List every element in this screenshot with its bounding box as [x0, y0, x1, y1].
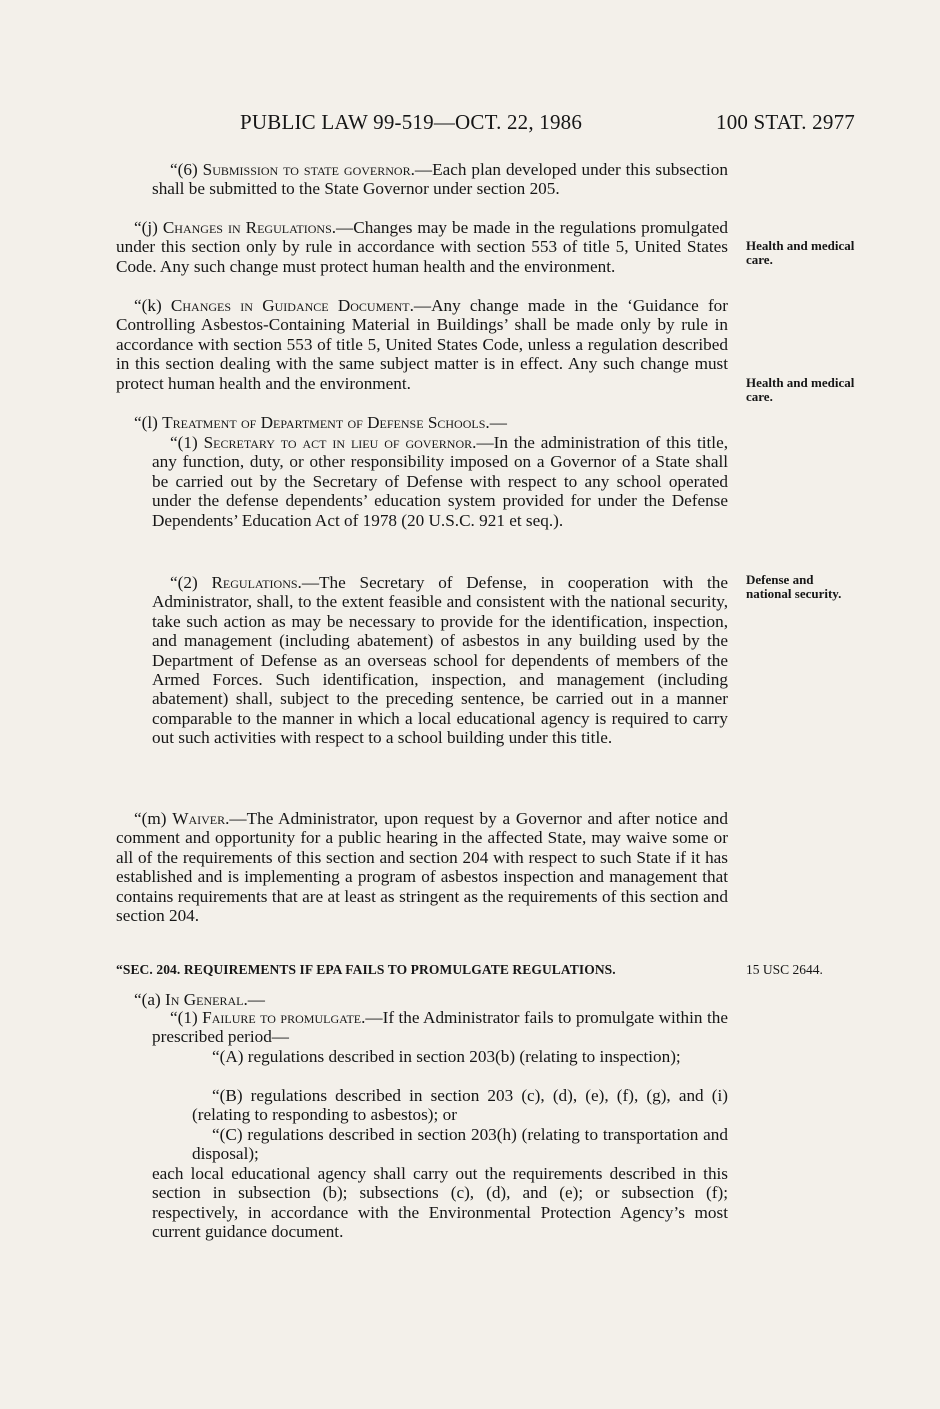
- para-text: —Any change made in the ‘Guidance for Controlling Asbestos-Containing Material in Buildings’ shall be made only by rule in accordance with section 553 of title 5, United States Code, unless a regulation described in this section dealing with the same subject matter is in effect. Any such change must protect human health and the environment.: [116, 296, 728, 393]
- para-lead: “(k): [134, 296, 171, 315]
- paragraph-6: [152, 160, 728, 199]
- para-heading: Treatment of Department of Defense Schools.: [162, 413, 490, 432]
- para-heading: Failure to promulgate.: [202, 1008, 366, 1027]
- margin-note-usc: 15 USC 2644.: [746, 962, 823, 977]
- paragraph-m: [116, 809, 728, 925]
- para-lead: “(j): [134, 218, 163, 237]
- paragraph-l: [116, 413, 728, 432]
- paragraph-closing: each local educational agency shall carry out the requirements described in this section in subsection (b); subsections (c), (d), and (e); or subsection (f); respectively, in accordance with the Environmental Protection Agency’s most current guidance document.: [152, 1164, 728, 1242]
- paragraph-k: [116, 296, 728, 393]
- section-heading: “SEC. 204. REQUIREMENTS IF EPA FAILS TO PROMULGATE REGULATIONS.: [116, 962, 616, 977]
- para-lead: “(6): [170, 160, 203, 179]
- paragraph-C: “(C) regulations described in section 203(h) (relating to transportation and disposal);: [192, 1125, 728, 1164]
- paragraph-l-1: [152, 433, 728, 530]
- para-heading: Changes in Regulations.: [162, 218, 337, 237]
- paragraph-l-2: [152, 573, 728, 748]
- para-lead: “(1): [170, 433, 204, 452]
- paragraph-a-1: [152, 1008, 728, 1047]
- para-lead: “(1): [170, 1008, 203, 1027]
- paragraph-A: “(A) regulations described in section 203(b) (relating to inspection);: [212, 1047, 681, 1066]
- para-text: —: [489, 413, 507, 432]
- margin-note-health-2: Health and medical care.: [746, 375, 855, 404]
- running-header-title: PUBLIC LAW 99-519—OCT. 22, 1986: [240, 110, 583, 134]
- paragraph-B: “(B) regulations described in section 203 (c), (d), (e), (f), (g), and (i) (relating to responding to asbestos); or: [192, 1086, 728, 1125]
- para-heading: Waiver.: [172, 809, 230, 828]
- para-text: —The Secretary of Defense, in cooperation with the Administrator, shall, to the extent feasible and consistent with the national security, take such action as may be necessary to provide for the identification, inspection, and management (including abatement) of asbestos in any building used by the Department of Defense as an overseas school for dependents of members of the Armed Forces. Such identification, inspection, and management (including abatement) shall, subject to the preceding sentence, be carried out in a manner comparable to the manner in which a local educational agency is required to carry out such activities with respect to a school building under this title.: [152, 573, 728, 748]
- running-header-page: 100 STAT. 2977: [716, 110, 855, 134]
- para-heading: Regulations.: [211, 573, 302, 592]
- para-heading: Submission to state governor.: [202, 160, 415, 179]
- margin-note-defense: Defense and national security.: [746, 572, 842, 601]
- para-text: —In the administration of this title, any function, duty, or other responsibility imposed on a Governor of a State shall be carried out by the Secretary of Defense with respect to any school operated under the defense dependents’ education system provided for under the Defense Dependents’ Education Act of 1978 (20 U.S.C. 921 et seq.).: [152, 433, 728, 530]
- paragraph-j: [116, 218, 728, 276]
- para-heading: Secretary to act in lieu of governor.: [203, 433, 477, 452]
- para-lead: “(m): [134, 809, 173, 828]
- para-heading: Changes in Guidance Document.: [170, 296, 414, 315]
- para-lead: “(a): [134, 990, 166, 1009]
- para-text: —: [247, 990, 265, 1009]
- margin-note-health-1: Health and medical care.: [746, 238, 855, 267]
- para-lead: “(l): [134, 413, 163, 432]
- para-text: —If the Administrator fails to promulgate within the prescribed period—: [152, 1008, 728, 1047]
- para-text: —Changes may be made in the regulations promulgated under this section only by rule in accordance with section 553 of title 5, United States Code. Any such change must protect human health and the environment.: [116, 218, 728, 276]
- para-text: —Each plan developed under this subsection shall be submitted to the State Governor under section 205.: [152, 160, 728, 199]
- para-lead: “(2): [170, 573, 212, 592]
- para-heading: In General.: [165, 990, 248, 1009]
- paragraph-a: [116, 990, 728, 1009]
- para-text: —The Administrator, upon request by a Governor and after notice and comment and opportunity for a public hearing in the affected State, may waive some or all of the requirements of this section and section 204 with respect to such State if it has established and is implementing a program of asbestos inspection and management that contains requirements that are at least as stringent as the requirements of this section and section 204.: [116, 809, 728, 926]
